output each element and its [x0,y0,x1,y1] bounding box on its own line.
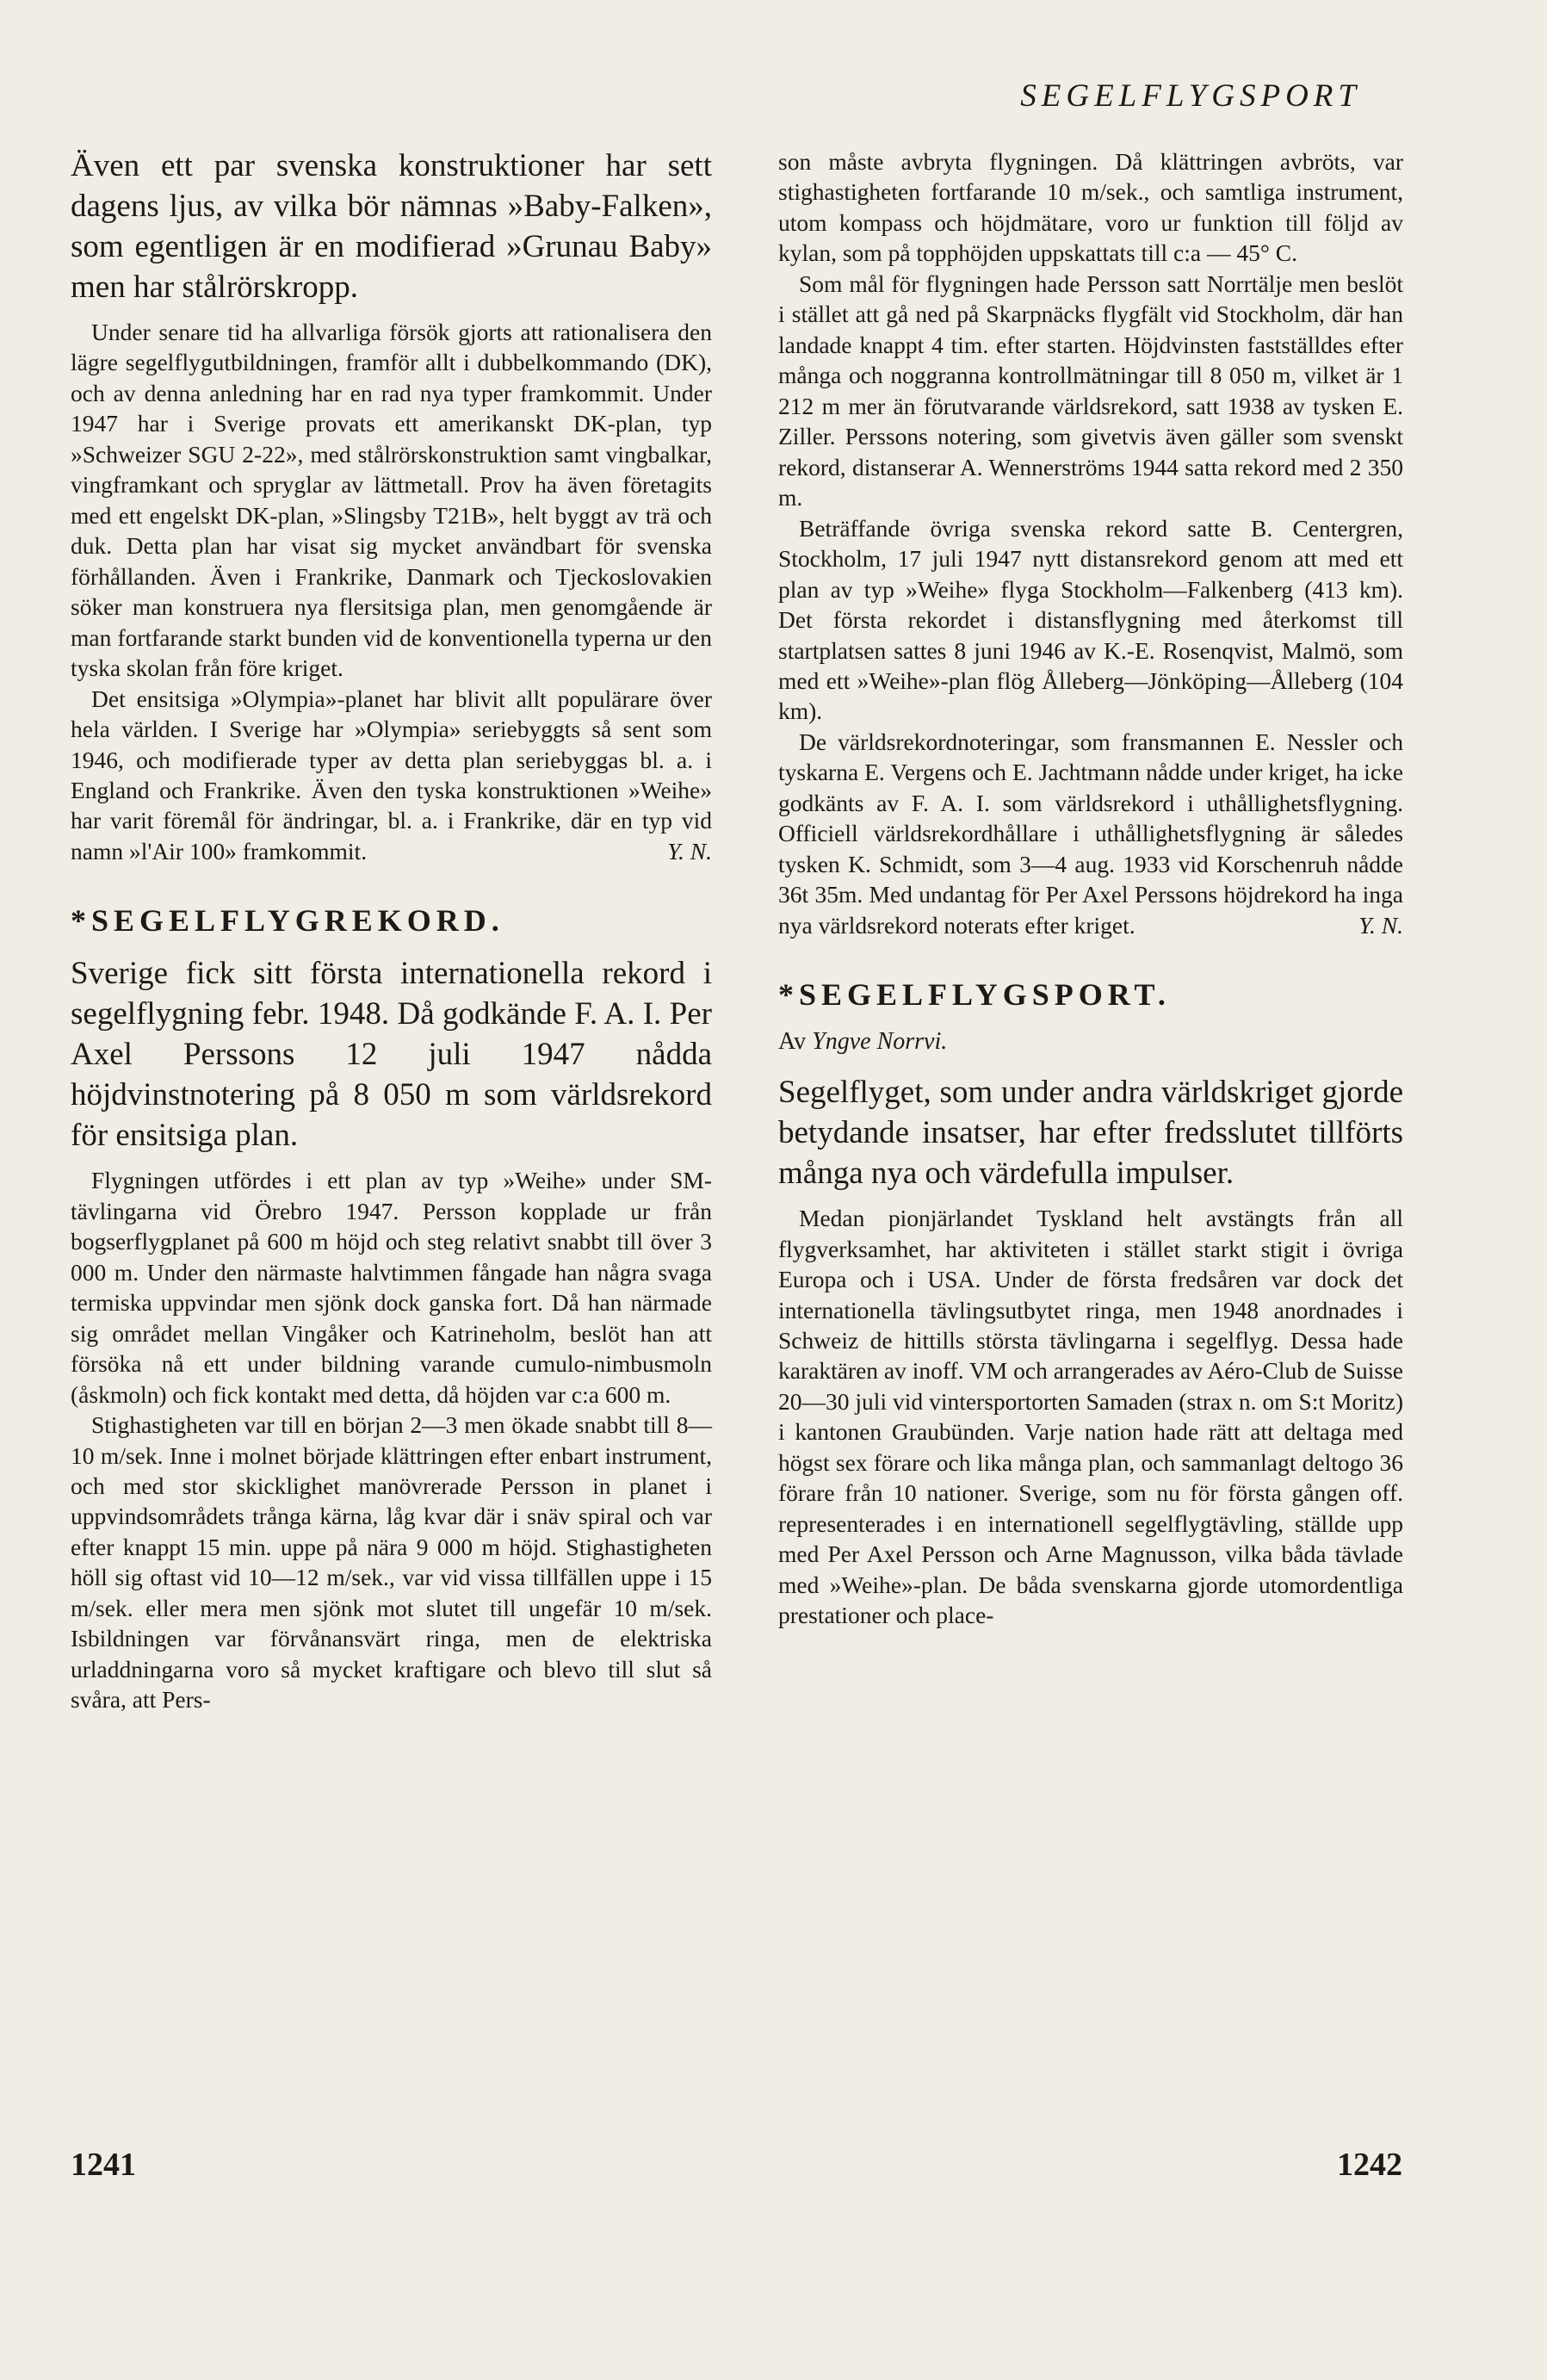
page-number-left: 1241 [71,2147,136,2183]
byline-prefix: Av [778,1028,807,1056]
section-heading-segelflygsport: *SEGELFLYGSPORT. [778,977,1171,1013]
author-signature: Y. N. [667,837,712,865]
record-paragraph: Beträffande övriga svenska rekord satte B. Centergren, Stockholm, 17 juli 1947 nytt distansrekord genom att med ett plan av typ »Weihe» flyga Stockholm—Falkenberg (413 km). Det första rekordet i distansflygning med återkomst till startplatsen sattes 8 juni 1946 av K.-E. Rosenqvist, Malmö, som med ett »Weihe»-plan flög Ålleberg—Jönköping—Ålleberg (104 km). [778,514,1403,725]
intro-paragraph-text: Det ensitsiga »Olympia»-planet har blivit allt populärare över hela världen. I Sverige har »Olympia» seriebyggts så sent som 1946, och modifierade typer av detta plan seriebyggas bl. a. i England och Frankrike. Även den tyska konstruktionen »Weihe» har varit föremål för ändringar, bl. a. i Frankrike, där en typ vid namn »l'Air 100» framkommit. [71,685,712,865]
record-paragraph: Stighastigheten var till en början 2—3 men ökade snabbt till 8—10 m/sek. Inne i molnet började klättringen efter enbart instrument, och med stor skicklighet manövrerade Persson in planet i uppvindsområdets trånga kärna, låg kvar där i snäv spiral och var efter knappt 15 min. uppe på nära 9 000 m höjd. Stighastigheten höll sig oftast vid 10—12 m/sek., var vid vissa tillfällen uppe i 15 m/sek. eller mera men sjönk mot slutet till ungefär 10 m/sek. Isbildningen var förvånansvärt ringa, men de elektriska urladdningarna voro så mycket kraftigare och blevo till slut så svåra, att Pers- [71,1411,712,1714]
section-heading-segelflygrekord: *SEGELFLYGREKORD. [71,903,504,939]
section-lead-paragraph: Sverige fick sitt första internationella rekord i segelflygning febr. 1948. Då godkände F. A. I. Per Axel Perssons 12 juli 1947 nådda höjdvinstnotering på 8 050 m som världsrekord för ensitsiga plan. [71,956,712,1154]
record-paragraph-text: De världsrekordnoteringar, som fransmannen E. Nessler och tyskarna E. Vergens och E. Jachtmann nådde under kriget, ha icke godkänts av F. A. I. som världsrekord i uthållighetsflygning. Officiell världsrekordhållare i uthållighetsflygning är således tysken K. Schmidt, som 3—4 aug. 1933 vid Korschenruh nådde 36t 35m. Med undantag för Per Axel Perssons höjdrekord ha inga nya världsrekord noterats efter kriget. [778,728,1403,939]
right-column [778,146,1403,1631]
left-column [71,146,712,1715]
author-signature: Y. N. [1358,911,1403,939]
sport-paragraph: Medan pionjärlandet Tyskland helt avstängts från all flygverksamhet, har aktiviteten i stället starkt stigit i övriga Europa och i USA. Under de första fredsåren var dock det internationella tävlingsutbytet ringa, men 1948 anordnades i Schweiz de hittills största tävlingarna i segelflyg. Dessa hade karaktären av inoff. VM och arrangerades av Aéro-Club de Suisse 20—30 juli vid vintersportorten Samaden (strax n. om S:t Moritz) i kantonen Graubünden. Varje nation hade rätt att deltaga med högst sex förare och lika många plan, och sammanlagt deltogo 36 förare från 10 nationer. Sverige, som nu för första gången off. representerades i en internationell segelflygtävling, ställde upp med Per Axel Persson och Arne Magnusson, vilka båda tävlade med »Weihe»-plan. De båda svenskarna gjorde utomordentliga prestationer och place- [778,1205,1403,1629]
intro-paragraph [71,684,712,867]
intro-paragraph: Under senare tid ha allvarliga försök gjorts att rationalisera den lägre segelflygutbildningen, framför allt i dubbelkommando (DK), och av denna anledning har en rad nya typer framkommit. Under 1947 har i Sverige provats ett amerikanskt DK-plan, typ »Schweizer SGU 2-22», med stålrörskonstruktion samt vingbalkar, vingframkant och spryglar av lättmetall. Prov ha även företagits med ett engelskt DK-plan, »Slingsby T21B», helt byggt av trä och duk. Detta plan har visat sig mycket användbart för svenska förhållanden. Även i Frankrike, Danmark och Tjeckoslovakien söker man konstruera nya flersitsiga plan, men genomgående är man fortfarande starkt bunden vid de konventionella typerna ur den tyska skolan från före kriget. [71,318,712,682]
page-number-right: 1242 [1337,2147,1402,2183]
record-paragraph [778,727,1403,940]
record-paragraph: Som mål för flygningen hade Persson satt Norrtälje men beslöt i stället att gå ned på Skarpnäcks flygfält vid Stockholm, där han landade knappt 4 tim. efter starten. Höjdvinsten fastställdes efter många och noggranna kontrollmätningar till 8 050 m, vilket är 1 212 m mer än förutvarande världsrekord, satt 1938 av tysken E. Ziller. Perssons notering, som givetvis även gäller som svenskt rekord, distanserar A. Wennerströms 1944 satta rekord med 2 350 m. [778,270,1403,511]
running-head: SEGELFLYGSPORT [1020,78,1361,114]
intro-lead-paragraph: Även ett par svenska konstruktioner har sett dagens ljus, av vilka bör nämnas »Baby-Falken», som egentligen är en modifierad »Grunau Baby» men har stålrörskropp. [71,148,712,305]
record-continuation-paragraph: son måste avbryta flygningen. Då klättringen avbröts, var stighastigheten fortfarande 10 m/sek., och samtliga instrument, utom kompass och höjdmätare, voro ur funktion till följd av kylan, som på topphöjden uppskattats till c:a — 45° C. [778,148,1403,267]
byline [778,1028,1403,1056]
section-lead-paragraph: Segelflyget, som under andra världskriget gjorde betydande insatser, har efter fredsslutet tillförts många nya och värdefulla impulser. [778,1075,1403,1192]
record-paragraph: Flygningen utfördes i ett plan av typ »Weihe» under SM-tävlingarna vid Örebro 1947. Persson kopplade ur från bogserflygplanet på 600 m höjd och steg relativt snabbt till över 3 000 m. Under den närmaste halvtimmen fångade han några svaga termiska uppvindar men sjönk dock ganska fort. Då han närmade sig området mellan Vingåker och Katrineholm, beslöt han att försöka nå ett under bildning varande cumulo-nimbusmoln (åskmoln) och fick kontakt med detta, då höjden var c:a 600 m. [71,1167,712,1408]
byline-author: Yngve Norrvi. [812,1028,948,1056]
